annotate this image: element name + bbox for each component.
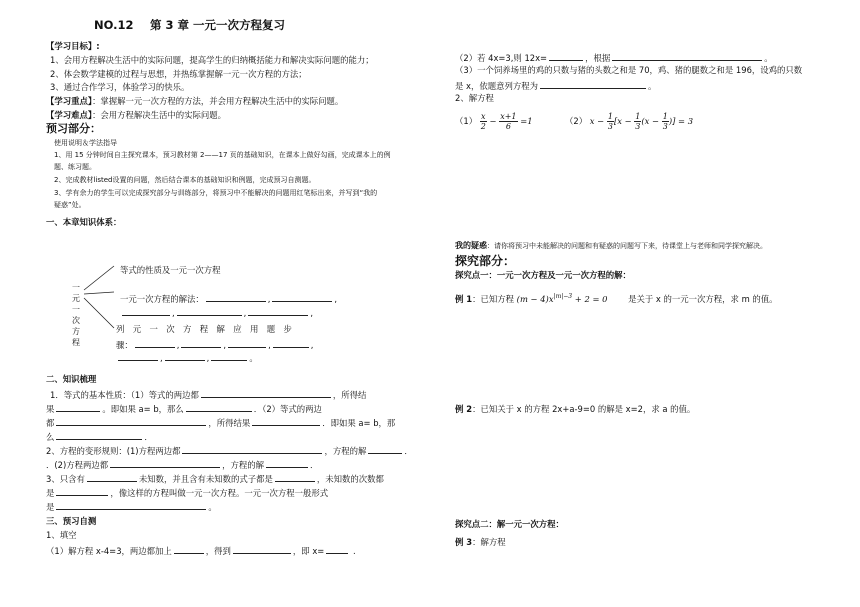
knowledge-line-6: ．(2)方程两边都 ，方程的解 ． bbox=[46, 460, 319, 470]
selftest-q3: （3）一个饲养场里的鸡的只数与猪的头数之和是 70，鸡、猪的腿数之和是 196，设鸡的只数 bbox=[455, 65, 803, 75]
selftest-q2: （2）若 4x=3,则 12x= ，根据 。 bbox=[455, 53, 773, 63]
branch-3-blanks: 骤： , , , , bbox=[116, 340, 314, 350]
explore-point-2: 探究点二：解一元一次方程： bbox=[455, 519, 564, 529]
goals-label: 【学习目标】: bbox=[46, 41, 100, 51]
branch-2-blanks: , , , bbox=[120, 306, 313, 319]
page-title: 第 3 章 一元一次方程复习 bbox=[150, 18, 286, 32]
knowledge-line-1: 1．等式的基本性质：（1）等式的两边都 ，所得结 bbox=[50, 390, 367, 400]
knowledge-heading: 二、知识梳理 bbox=[46, 374, 97, 384]
preview-heading: 预习部分： bbox=[46, 122, 101, 135]
goal-item-3: 3、通过合作学习，体验学习的快乐。 bbox=[50, 82, 190, 92]
selftest-heading: 三、预习自测 bbox=[46, 516, 97, 526]
lesson-number: NO.12 bbox=[94, 18, 134, 32]
example-2: 例 2：已知关于 x 的方程 2x+a-9=0 的解是 x=2，求 a 的值。 bbox=[455, 404, 696, 414]
key-point: 【学习重点】：掌握解一元一次方程的方法，并会用方程解决生活中的实际问题。 bbox=[46, 96, 344, 106]
equation-1: （1） $\frac{x}{2}$ − $\frac{x+1}{6}$ =1 bbox=[455, 112, 533, 131]
branch-3-blanks-2: , , 。 bbox=[116, 351, 258, 364]
example-3: 例 3：解方程 bbox=[455, 537, 506, 547]
branch-2: 一元一次方程的解法： , , bbox=[120, 294, 338, 304]
equation-2: （2） x − $\frac{1}{3}$ [x − $\frac{1}{3}$ (x − $\frac{1}{3}$ )] = 3 bbox=[565, 112, 694, 131]
guide-line-4: 3、学有余力的学生可以完成探究部分与训练部分，将预习中不能解决的问题用红笔标出来，并写到“我的 bbox=[54, 189, 378, 197]
my-doubts: 我的疑惑：请你将预习中未能解决的问题和有疑惑的问题写下来，待课堂上与老师和同学探究解决。 bbox=[455, 241, 767, 250]
knowledge-line-9: 是 。 bbox=[46, 502, 217, 512]
guide-line-3: 2、完成教材listed设置的问题，然后结合课本的基础知识和例题，完成预习自测题。 bbox=[54, 176, 316, 184]
goal-item-2: 2、体会数学建模的过程与思想，并热练掌握解一元一次方程的方法； bbox=[50, 69, 307, 79]
goal-item-1: 1、会用方程解决生活中的实际问题，提高学生的归纳概括能力和解决实际问题的能力； bbox=[50, 55, 374, 65]
knowledge-line-4: 么 ． bbox=[46, 432, 153, 442]
knowledge-line-7: 3、只含有 未知数，并且含有未知数的式子都是 ，未知数的次数都 bbox=[46, 474, 384, 484]
selftest-q4: 2、解方程 bbox=[455, 93, 494, 103]
system-side-label: 一 元 一 次 方 程 bbox=[72, 283, 80, 347]
explore-point-1: 探究点一：一元一次方程及一元一次方程的解： bbox=[455, 270, 631, 280]
example-1: 例 1：已知方程 $(m - 4)x^{|m|-3} + 2 = 0$ 是关于 x 的一元一次方程，求 m 的值。 bbox=[455, 293, 778, 304]
guide-line-2: 题、练习题。 bbox=[54, 163, 96, 171]
difficult-point: 【学习难点】：会用方程解决生活中的实际问题。 bbox=[46, 110, 227, 120]
guide-title: 使用说明＆学法指导 bbox=[54, 139, 117, 147]
guide-line-1: 1、用 15 分钟时间自主探究课本，预习教材第 2——17 页的基础知识，在课本上做好勾画，完成课本上的例 bbox=[54, 151, 391, 159]
knowledge-line-3: 都 ，所得结果 ．即如果 a= b，那 bbox=[46, 418, 396, 428]
branch-1: 等式的性质及一元一次方程 bbox=[120, 265, 221, 275]
selftest-q3b: 是 x，依题意列方程为 。 bbox=[455, 81, 657, 91]
system-heading: 一、本章知识体系： bbox=[46, 217, 122, 227]
knowledge-line-5: 2、方程的变形规则：(1)方程两边都 ，方程的解 ． bbox=[46, 446, 413, 456]
selftest-sub: 1、填空 bbox=[46, 530, 77, 540]
knowledge-line-2: 果 。即如果 a= b，那么 ．（2）等式的两边 bbox=[46, 404, 322, 414]
selftest-q1: （1）解方程 x-4=3，两边都加上 ，得到 ，即 x= . bbox=[46, 546, 356, 556]
explore-heading: 探究部分： bbox=[455, 254, 516, 268]
branch-3: 列 元 一 次 方 程 解 应 用 题 步 bbox=[116, 324, 292, 334]
knowledge-line-8: 是 ，像这样的方程叫做一元一次方程。一元一次方程一般形式 bbox=[46, 488, 329, 498]
guide-line-5: 疑惑”处。 bbox=[54, 201, 86, 209]
